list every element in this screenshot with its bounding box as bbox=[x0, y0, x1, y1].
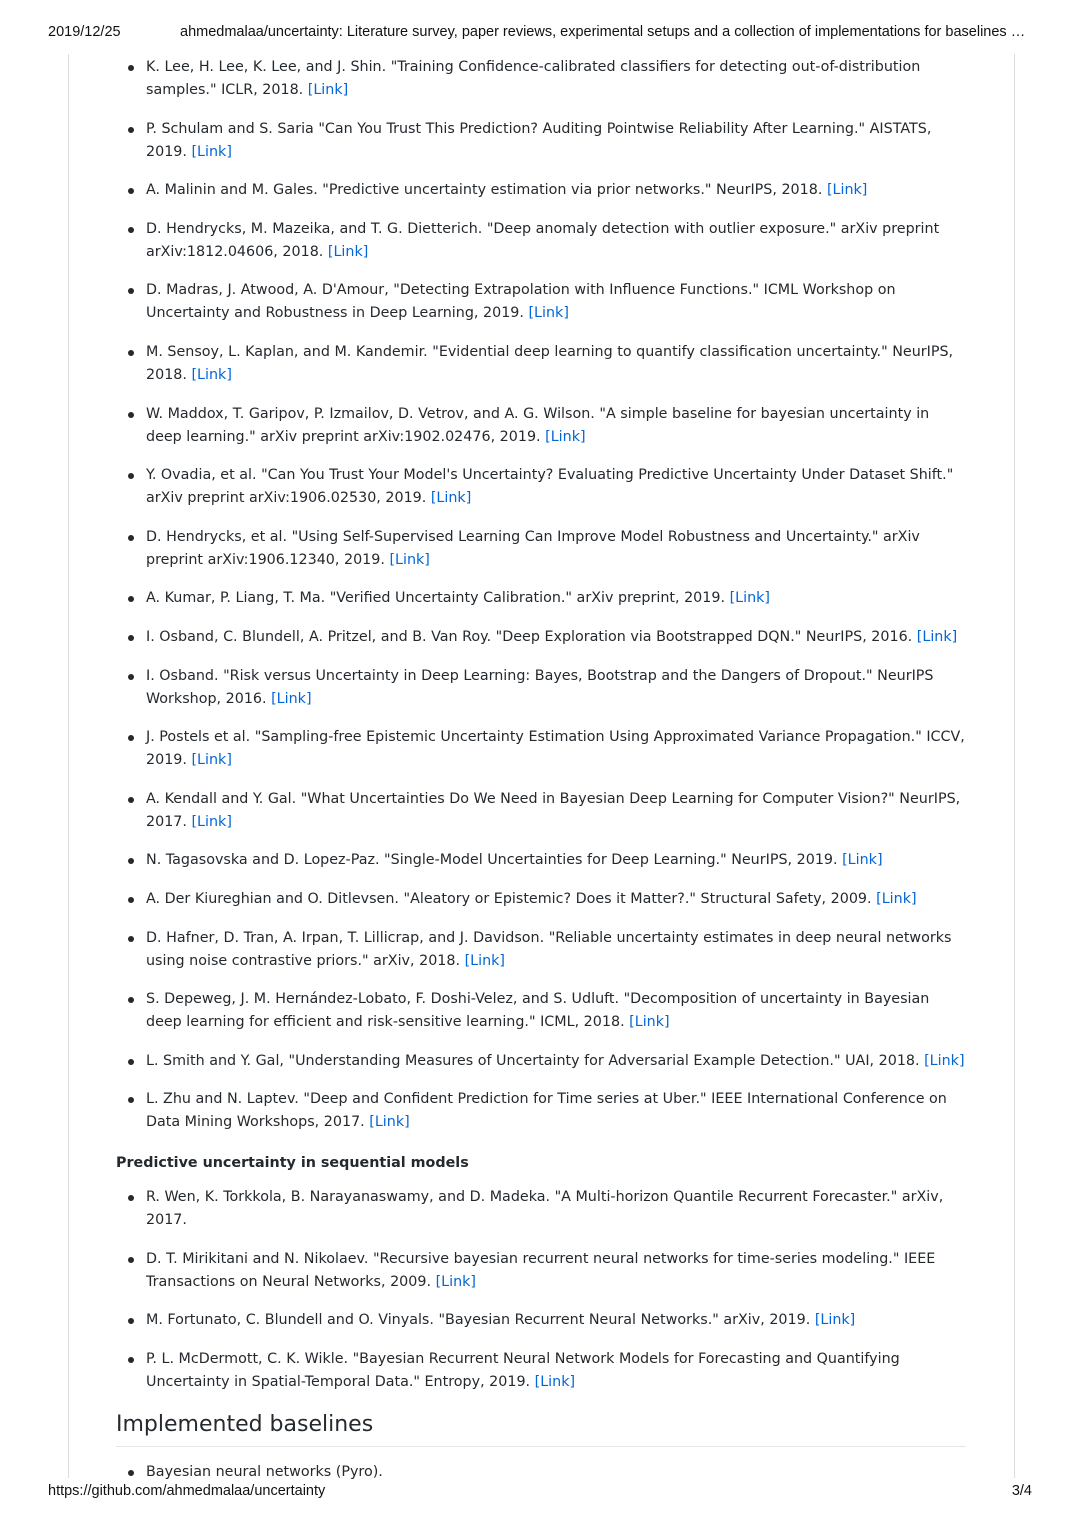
baselines-list bbox=[116, 1461, 966, 1484]
reference-link[interactable]: [Link] bbox=[191, 813, 232, 830]
reference-link[interactable]: [Link] bbox=[826, 182, 868, 199]
reference-text: D. Hafner, D. Tran, A. Irpan, T. Lillicrap, and J. Davidson. "Reliable uncertainty estimates in deep neural networks using noise contrastive priors." arXiv, 2018. bbox=[146, 929, 952, 969]
reference-item bbox=[116, 403, 966, 449]
reference-item bbox=[116, 726, 966, 772]
reference-item bbox=[116, 464, 966, 510]
reference-link[interactable]: [Link] bbox=[307, 82, 349, 98]
reference-item bbox=[116, 587, 966, 610]
reference-item bbox=[116, 927, 966, 973]
reference-link[interactable]: [Link] bbox=[271, 690, 312, 707]
reference-link[interactable]: [Link] bbox=[191, 143, 232, 160]
subsection-heading: Predictive uncertainty in sequential models bbox=[116, 1155, 469, 1172]
readme-content bbox=[116, 56, 966, 1484]
reference-link[interactable]: [Link] bbox=[389, 551, 430, 568]
reference-item bbox=[116, 118, 966, 164]
reference-text: A. Kumar, P. Liang, T. Ma. "Verified Uncertainty Calibration." arXiv preprint, 2019. bbox=[146, 590, 726, 607]
reference-item bbox=[116, 1248, 966, 1294]
reference-item bbox=[116, 218, 966, 264]
reference-item bbox=[116, 888, 966, 911]
reference-text: J. Postels et al. "Sampling-free Epistemic Uncertainty Estimation Using Approximated Variance Propagation." ICCV, 2019. bbox=[146, 729, 965, 769]
reference-link[interactable]: [Link] bbox=[814, 1312, 856, 1329]
reference-text: A. Der Kiureghian and O. Ditlevsen. "Aleatory or Epistemic? Does it Matter?." Structural Safety, 2009. bbox=[146, 890, 872, 907]
reference-item bbox=[116, 279, 966, 325]
reference-text: P. L. McDermott, C. K. Wikle. "Bayesian Recurrent Neural Network Models for Forecasting and Quantifying Uncertainty in Spatial-Temporal Data." Entropy, 2019. bbox=[146, 1351, 900, 1391]
reference-link[interactable]: [Link] bbox=[369, 1114, 410, 1131]
reference-text: A. Malinin and M. Gales. "Predictive uncertainty estimation via prior networks." NeurIPS, 2018. bbox=[146, 182, 823, 199]
list-item: Bayesian neural networks (Pyro). bbox=[116, 1461, 966, 1484]
reference-link[interactable]: [Link] bbox=[842, 852, 883, 869]
reference-link[interactable]: [Link] bbox=[191, 366, 232, 383]
reference-text: R. Wen, K. Torkkola, B. Narayanaswamy, and D. Madeka. "A Multi-horizon Quantile Recurrent Forecaster." arXiv, 2017. bbox=[146, 1189, 944, 1229]
reference-item bbox=[116, 665, 966, 711]
reference-text: D. T. Mirikitani and N. Nikolaev. "Recursive bayesian recurrent neural networks for time-series modeling." IEEE Transactions on Neural Networks, 2009. bbox=[146, 1250, 936, 1290]
reference-item bbox=[116, 179, 966, 202]
reference-link[interactable]: [Link] bbox=[528, 305, 569, 322]
reference-link[interactable]: [Link] bbox=[534, 1374, 576, 1391]
reference-link[interactable]: [Link] bbox=[435, 1273, 476, 1290]
reference-text: D. Madras, J. Atwood, A. D'Amour, "Detecting Extrapolation with Influence Functions." ICML Workshop on Uncertainty and Robustness in Deep Learning, 2019. bbox=[146, 282, 896, 322]
reference-text: N. Tagasovska and D. Lopez-Paz. "Single-Model Uncertainties for Deep Learning." NeurIPS, 2019. bbox=[146, 852, 838, 869]
reference-item bbox=[116, 849, 966, 872]
reference-text: Y. Ovadia, et al. "Can You Trust Your Model's Uncertainty? Evaluating Predictive Uncertainty Under Dataset Shift." arXiv preprint arXiv:1906.02530, 2019. bbox=[146, 467, 954, 507]
reference-list bbox=[116, 56, 966, 1134]
reference-link[interactable]: [Link] bbox=[729, 590, 770, 607]
reference-text: A. Kendall and Y. Gal. "What Uncertainties Do We Need in Bayesian Deep Learning for Computer Vision?" NeurIPS, 2017. bbox=[146, 790, 961, 830]
reference-text: P. Schulam and S. Saria "Can You Trust This Prediction? Auditing Pointwise Reliability After Learning." AISTATS, 2019. bbox=[146, 120, 932, 160]
reference-link[interactable]: [Link] bbox=[876, 890, 917, 907]
reference-link[interactable]: [Link] bbox=[430, 490, 472, 507]
reference-text: M. Sensoy, L. Kaplan, and M. Kandemir. "Evidential deep learning to quantify classification uncertainty." NeurIPS, 2018. bbox=[146, 343, 954, 383]
print-title: ahmedmalaa/uncertainty: Literature survey, paper reviews, experimental setups and a collection of implementations for baselines … bbox=[180, 24, 1026, 40]
section-heading: Implemented baselines bbox=[116, 1410, 966, 1447]
reference-link[interactable]: [Link] bbox=[916, 628, 958, 645]
reference-text: S. Depeweg, J. M. Hernández-Lobato, F. Doshi-Velez, and S. Udluft. "Decomposition of uncertainty in Bayesian deep learning for efficient and risk-sensitive learning." ICML, 2018. bbox=[146, 991, 930, 1031]
reference-text: M. Fortunato, C. Blundell and O. Vinyals. "Bayesian Recurrent Neural Networks." arXiv, 2019. bbox=[146, 1312, 811, 1329]
reference-text: W. Maddox, T. Garipov, P. Izmailov, D. Vetrov, and A. G. Wilson. "A simple baseline for bayesian uncertainty in deep learning." arXiv preprint arXiv:1902.02476, 2019. bbox=[146, 405, 930, 445]
reference-item bbox=[116, 526, 966, 572]
reference-item bbox=[116, 1348, 966, 1394]
sequential-reference-list bbox=[116, 1186, 966, 1394]
print-date: 2019/12/25 bbox=[48, 24, 121, 40]
reference-text: I. Osband. "Risk versus Uncertainty in Deep Learning: Bayes, Bootstrap and the Dangers of Dropout." NeurIPS Workshop, 2016. bbox=[146, 667, 934, 707]
reference-item bbox=[116, 1088, 966, 1134]
reference-text: L. Smith and Y. Gal, "Understanding Measures of Uncertainty for Adversarial Example Detection." UAI, 2018. bbox=[146, 1052, 920, 1069]
reference-text: D. Hendrycks, et al. "Using Self-Supervised Learning Can Improve Model Robustness and Uncertainty." arXiv preprint arXiv:1906.12340, 2019. bbox=[146, 528, 920, 568]
reference-link[interactable]: [Link] bbox=[545, 428, 586, 445]
page-number: 3/4 bbox=[1011, 1483, 1032, 1499]
reference-item bbox=[116, 1309, 966, 1332]
reference-item bbox=[116, 788, 966, 834]
reference-text: I. Osband, C. Blundell, A. Pritzel, and B. Van Roy. "Deep Exploration via Bootstrapped DQN." NeurIPS, 2016. bbox=[146, 628, 913, 645]
reference-item bbox=[116, 626, 966, 649]
reference-link[interactable]: [Link] bbox=[464, 952, 506, 969]
reference-item bbox=[116, 56, 966, 102]
reference-text: L. Zhu and N. Laptev. "Deep and Confident Prediction for Time series at Uber." IEEE International Conference on Data Mining Workshops, 2017. bbox=[146, 1091, 947, 1131]
reference-item bbox=[116, 1050, 966, 1073]
reference-link[interactable]: [Link] bbox=[629, 1014, 670, 1031]
reference-link[interactable]: [Link] bbox=[327, 243, 369, 260]
reference-link[interactable]: [Link] bbox=[924, 1052, 965, 1069]
reference-text: D. Hendrycks, M. Mazeika, and T. G. Dietterich. "Deep anomaly detection with outlier exposure." arXiv preprint arXiv:1812.04606, 2018. bbox=[146, 220, 940, 260]
reference-item bbox=[116, 341, 966, 387]
reference-link[interactable]: [Link] bbox=[191, 752, 232, 769]
reference-item bbox=[116, 1186, 966, 1232]
reference-text: K. Lee, H. Lee, K. Lee, and J. Shin. "Training Confidence-calibrated classifiers for detecting out-of-distribution samples." ICLR, 2018. bbox=[146, 59, 921, 98]
print-url: https://github.com/ahmedmalaa/uncertainty bbox=[48, 1483, 326, 1499]
reference-item bbox=[116, 988, 966, 1034]
